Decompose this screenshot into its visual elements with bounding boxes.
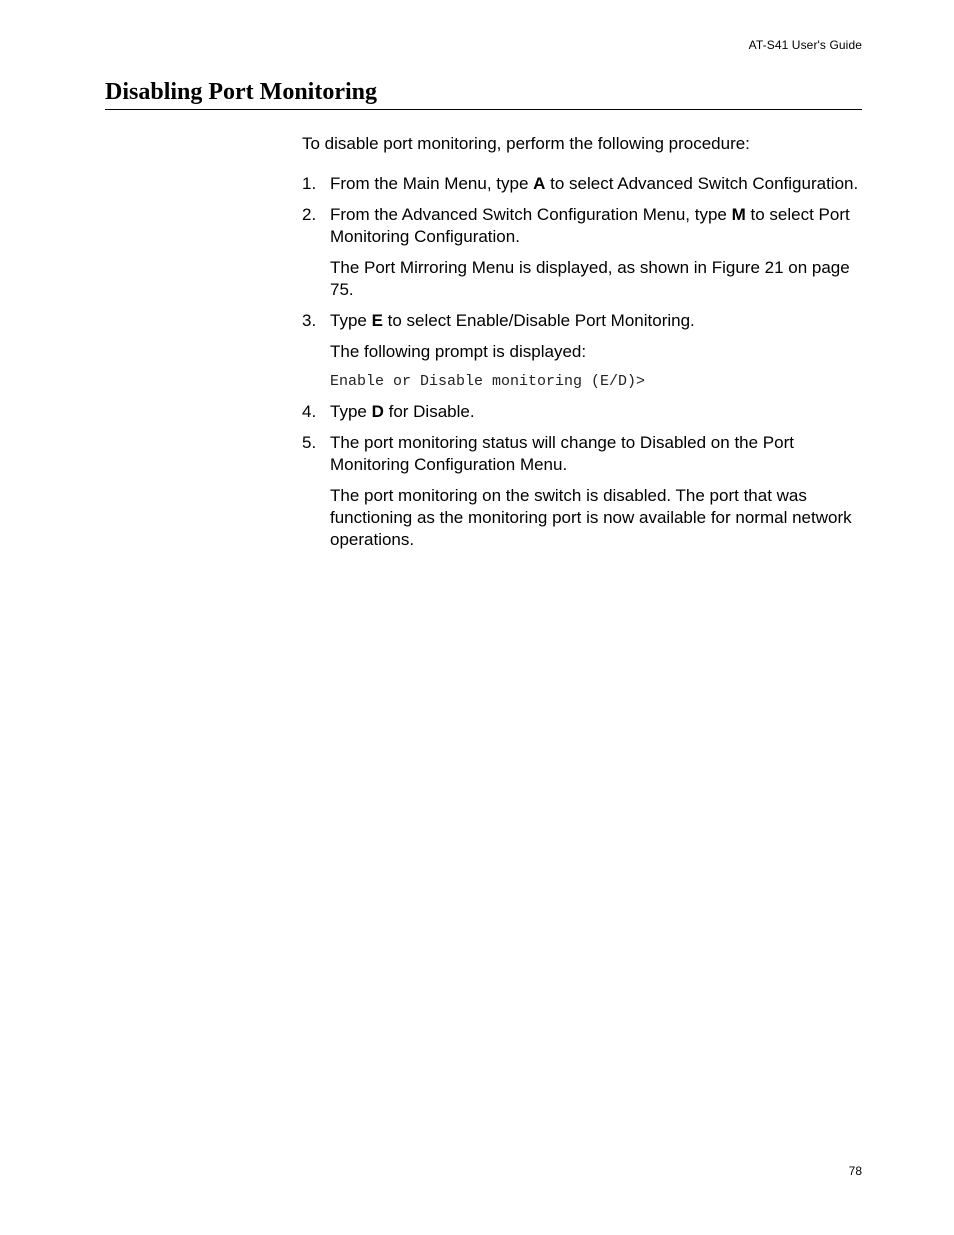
step-text: Type D for Disable. [330, 402, 475, 421]
procedure-steps [302, 173, 862, 551]
step-note: The following prompt is displayed: [330, 342, 587, 361]
step-number: 1. [302, 174, 317, 193]
command-prompt-code: Enable or Disable monitoring (E/D)> [330, 373, 646, 390]
main-content [302, 133, 862, 560]
step-5 [302, 432, 862, 551]
key-label: A [533, 174, 546, 193]
step-number: 4. [302, 402, 317, 421]
page-number: 78 [848, 1164, 862, 1178]
running-header: AT-S41 User's Guide [748, 38, 862, 52]
step-text: The port monitoring status will change to Disabled on the Port Monitoring Configuration Menu. [330, 433, 794, 474]
step-text: From the Advanced Switch Configuration Menu, type M to select Port Monitoring Configuration. [330, 205, 850, 246]
step-number: 2. [302, 205, 317, 224]
key-label: D [371, 402, 384, 421]
step-note: The port monitoring on the switch is disabled. The port that was functioning as the monitoring port is now available for normal network operations. [330, 486, 852, 549]
step-text: Type E to select Enable/Disable Port Monitoring. [330, 311, 695, 330]
step-text: From the Main Menu, type A to select Advanced Switch Configuration. [330, 174, 859, 193]
step-3 [302, 310, 862, 392]
intro-paragraph: To disable port monitoring, perform the following procedure: [302, 134, 750, 153]
step-1 [302, 173, 862, 195]
step-number: 3. [302, 311, 317, 330]
step-number: 5. [302, 433, 317, 452]
key-label: E [371, 311, 383, 330]
section-title: Disabling Port Monitoring [105, 78, 862, 110]
step-4 [302, 401, 862, 423]
step-2 [302, 204, 862, 301]
step-note: The Port Mirroring Menu is displayed, as shown in Figure 21 on page 75. [330, 258, 850, 299]
key-label: M [731, 205, 746, 224]
